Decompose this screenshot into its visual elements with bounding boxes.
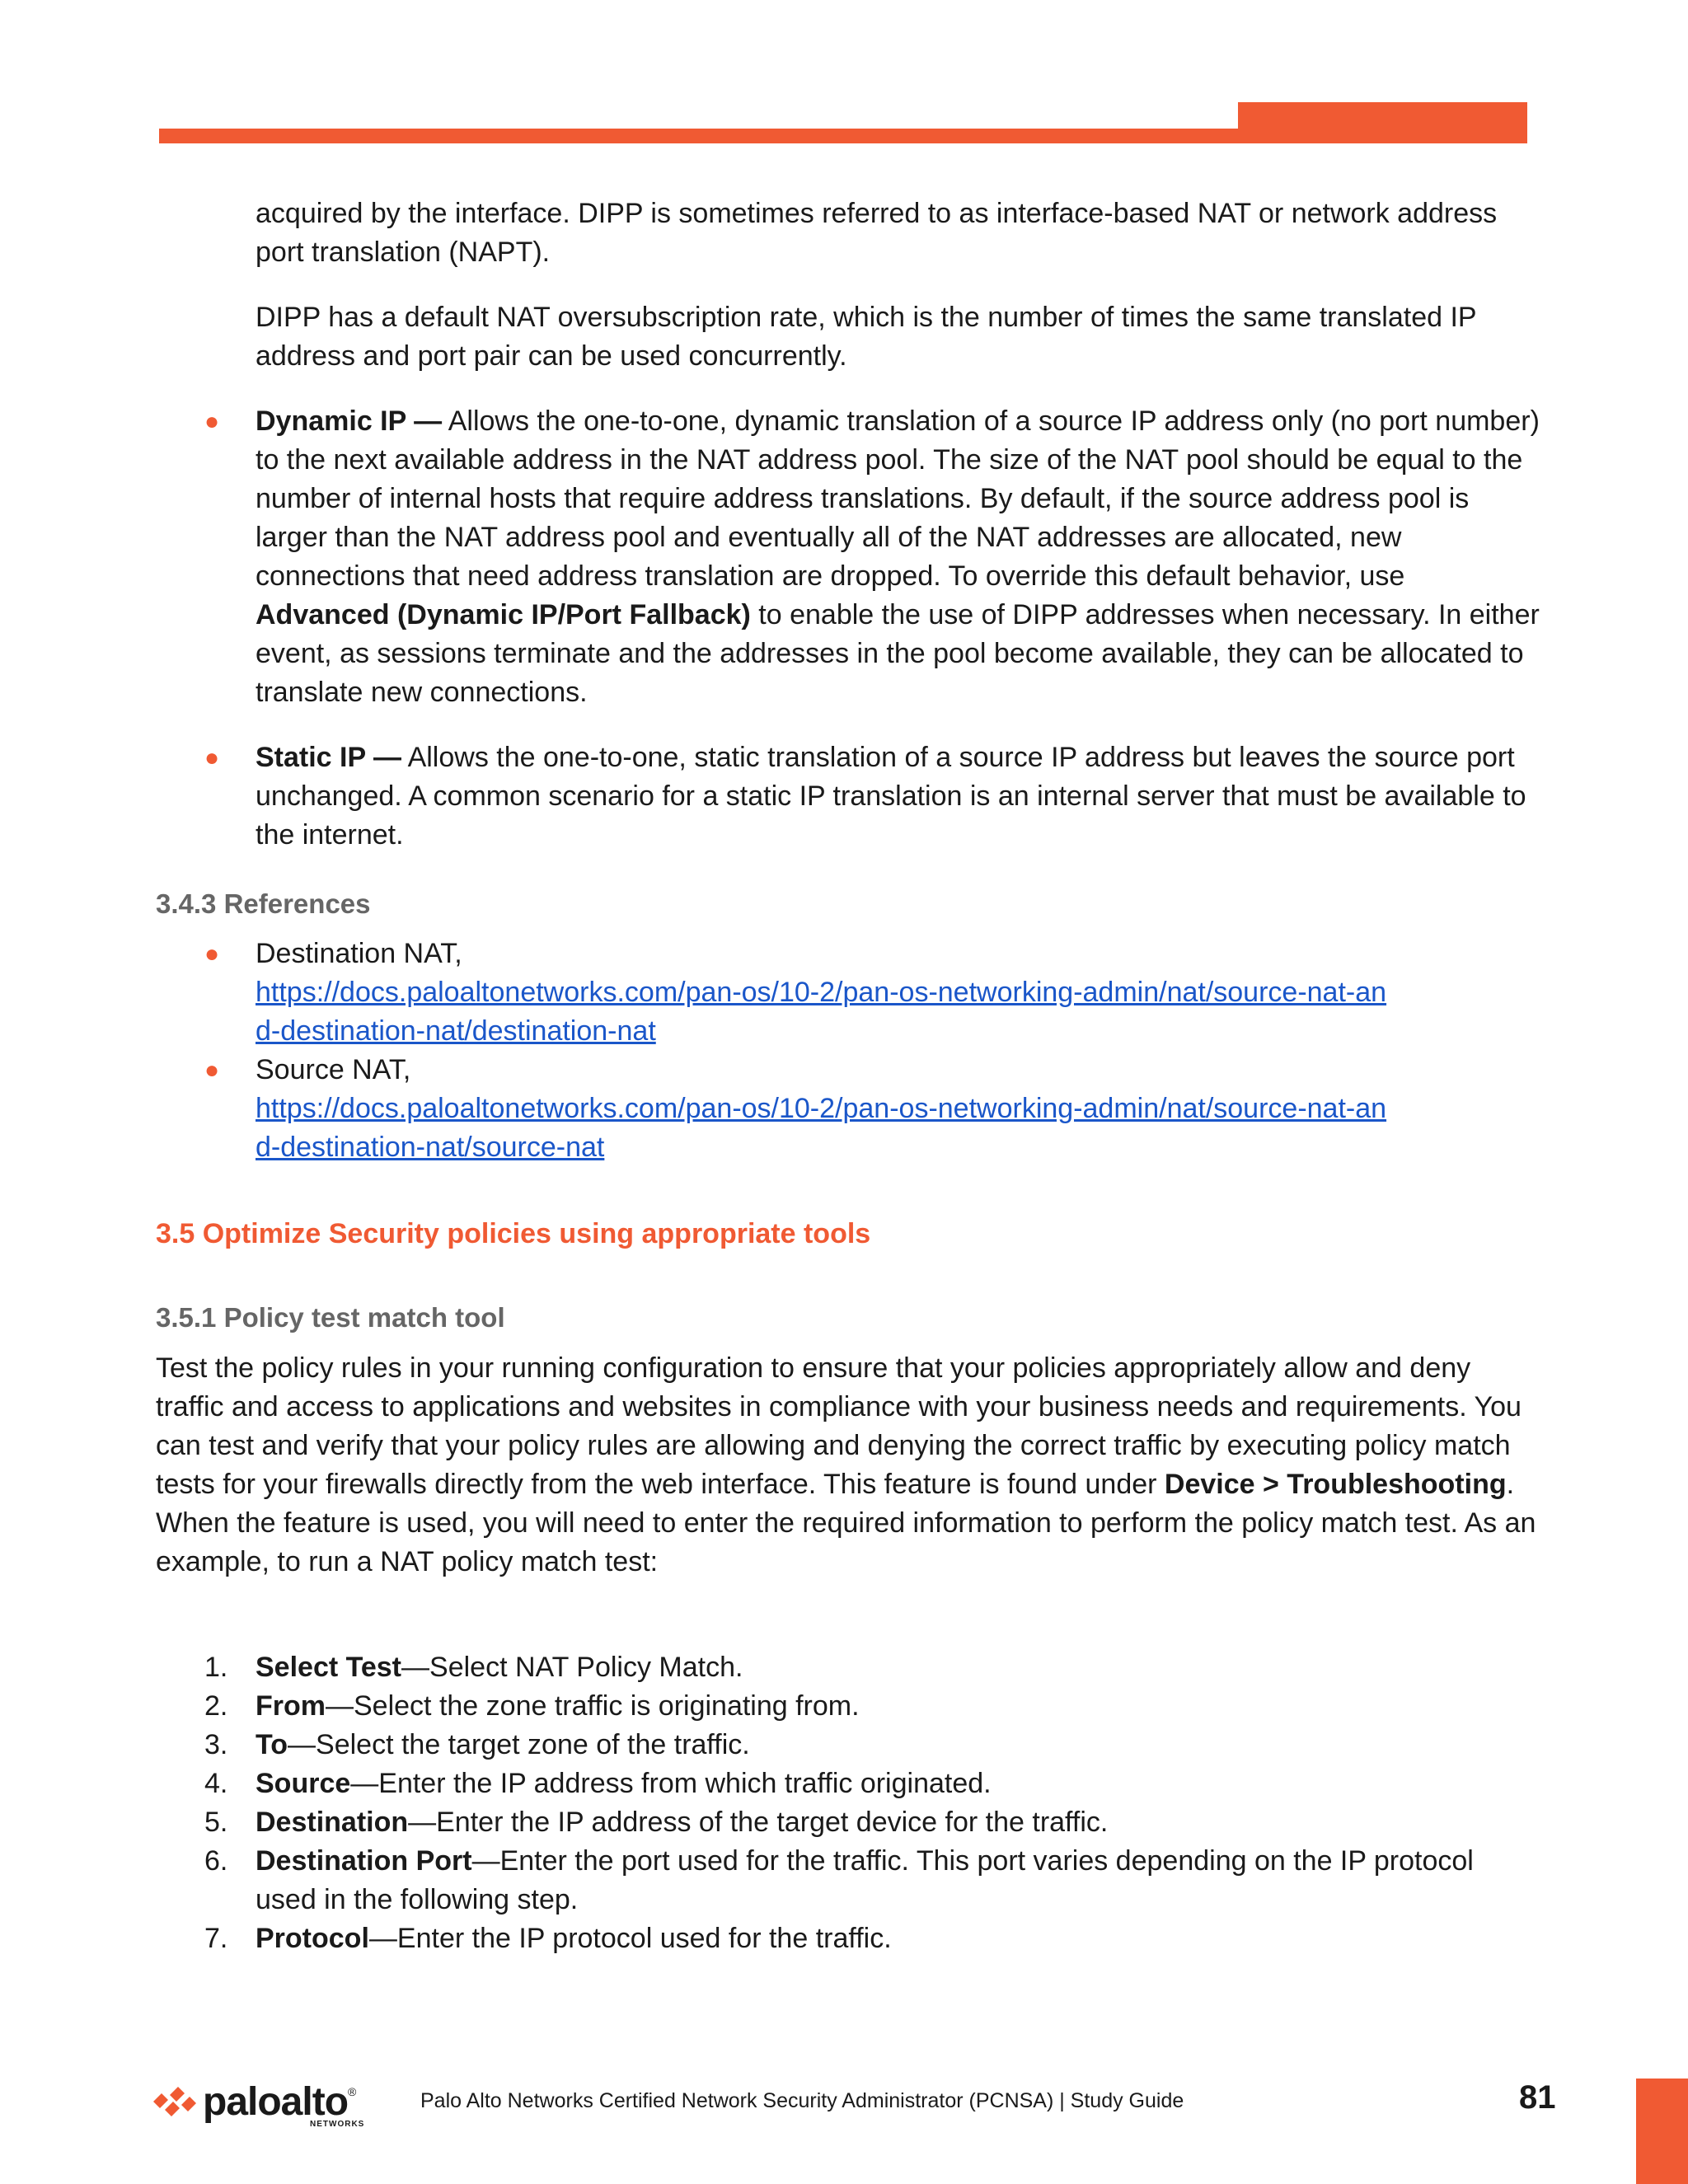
bullet-text: Allows the one-to-one, static translation of a source IP address but leaves the source port unchanged. A common scenario for a static IP translation is an internal server that must be available to the internet. <box>256 742 1526 851</box>
references-heading: 3.4.3 References <box>156 888 371 919</box>
step-number: 5. <box>204 1807 228 1838</box>
section-heading: 3.5 Optimize Security policies using appropriate tools <box>156 1218 871 1249</box>
step-text: —Select the target zone of the traffic. <box>288 1729 750 1760</box>
step-term: To <box>256 1729 288 1760</box>
step-item <box>256 1765 1541 1803</box>
reference-url-line: d-destination-nat/destination-nat <box>256 1015 656 1047</box>
step-text: —Select the zone traffic is originating from. <box>326 1690 860 1722</box>
step-item <box>256 1687 1541 1726</box>
section-subheading: 3.5.1 Policy test match tool <box>156 1302 505 1333</box>
step-term: From <box>256 1690 326 1722</box>
logo-wordmark: paloalto <box>203 2079 349 2124</box>
page-number: 81 <box>1519 2079 1556 2116</box>
step-term: Source <box>256 1768 351 1799</box>
step-number: 3. <box>204 1729 228 1760</box>
step-term: Protocol <box>256 1923 369 1954</box>
bullet-dot: ● <box>204 1057 220 1084</box>
step-item <box>256 1919 1541 1958</box>
step-text: —Enter the IP address of the target device for the traffic. <box>408 1807 1109 1838</box>
bullet-static-ip <box>256 738 1541 855</box>
footer-title: Palo Alto Networks Certified Network Security Administrator (PCNSA) | Study Guide <box>420 2089 1184 2112</box>
step-item <box>256 1842 1541 1919</box>
reference-item <box>256 935 1541 1051</box>
reference-link[interactable] <box>256 977 1386 1047</box>
footer-accent-bar <box>1636 2079 1688 2184</box>
reference-url-line: https://docs.paloaltonetworks.com/pan-os/10-2/pan-os-networking-admin/nat/source-nat-an <box>256 977 1387 1008</box>
body-text: . When the feature is used, you will need to enter the required information to perform the policy match test. As an example, to run a NAT policy match test: <box>156 1469 1536 1577</box>
step-item <box>256 1726 1541 1765</box>
reference-link[interactable] <box>256 1093 1386 1163</box>
bullet-term: Dynamic IP — <box>256 405 443 437</box>
header-accent-tab <box>1238 102 1527 143</box>
step-text: —Enter the port used for the traffic. This port varies depending on the IP protocol used in the following step. <box>256 1845 1474 1915</box>
step-number: 1. <box>204 1652 228 1683</box>
body-strong: Device > Troubleshooting <box>1164 1469 1507 1500</box>
step-number: 4. <box>204 1768 228 1799</box>
step-text: —Select NAT Policy Match. <box>401 1652 743 1683</box>
step-term: Destination <box>256 1807 409 1838</box>
bullet-term: Static IP — <box>256 742 401 773</box>
section-body <box>156 1349 1540 1582</box>
bullet-dot: ● <box>204 940 220 968</box>
intro-paragraph-1: acquired by the interface. DIPP is sometimes referred to as interface-based NAT or network address port translation (NAPT). <box>256 198 1498 268</box>
bullet-dot: ● <box>204 744 220 771</box>
step-text: —Enter the IP protocol used for the traffic. <box>368 1923 892 1954</box>
step-number: 2. <box>204 1690 228 1722</box>
step-number: 6. <box>204 1845 228 1877</box>
bullet-dynamic-ip <box>256 402 1541 712</box>
intro-paragraph-2: DIPP has a default NAT oversubscription rate, which is the number of times the same translated IP address and port pair can be used concurrently. <box>256 302 1476 372</box>
reference-url-line: d-destination-nat/source-nat <box>256 1132 605 1163</box>
step-term: Destination Port <box>256 1845 472 1877</box>
reference-label: Destination NAT, <box>256 938 462 969</box>
step-item <box>256 1648 1541 1687</box>
reference-item <box>256 1051 1541 1167</box>
bullet-dot: ● <box>204 408 220 435</box>
step-term: Select Test <box>256 1652 402 1683</box>
bullet-text: to enable the use of DIPP addresses when necessary. In either event, as sessions terminate and the addresses in the pool become available, they can be allocated to translate new connections. <box>256 599 1540 708</box>
bullet-text: Allows the one-to-one, dynamic translation of a source IP address only (no port number) to the next available address in the NAT address pool. The size of the NAT pool should be equal to the number of internal hosts that require address translations. By default, if the source address pool is larger than the NAT address pool and eventually all of the NAT addresses are allocated, new connections that need address translation are dropped. To override this default behavior, use <box>256 405 1540 592</box>
body-text: Test the policy rules in your running configuration to ensure that your policies appropriately allow and deny traffic and access to applications and websites in compliance with your business needs and requirements. You can test and verify that your policy rules are allowing and denying the correct traffic by executing policy match tests for your firewalls directly from the web interface. This feature is found under <box>156 1352 1522 1500</box>
paloalto-logo-icon <box>153 2085 203 2118</box>
step-item <box>256 1803 1541 1842</box>
reference-url-line: https://docs.paloaltonetworks.com/pan-os/10-2/pan-os-networking-admin/nat/source-nat-an <box>256 1093 1387 1124</box>
logo-subtitle: NETWORKS <box>310 2120 365 2129</box>
logo-registered: ® <box>348 2085 357 2098</box>
paloalto-logo <box>153 2077 365 2129</box>
bullet-strong: Advanced (Dynamic IP/Port Fallback) <box>256 599 751 630</box>
step-number: 7. <box>204 1923 228 1954</box>
step-text: —Enter the IP address from which traffic originated. <box>350 1768 992 1799</box>
reference-label: Source NAT, <box>256 1054 411 1085</box>
